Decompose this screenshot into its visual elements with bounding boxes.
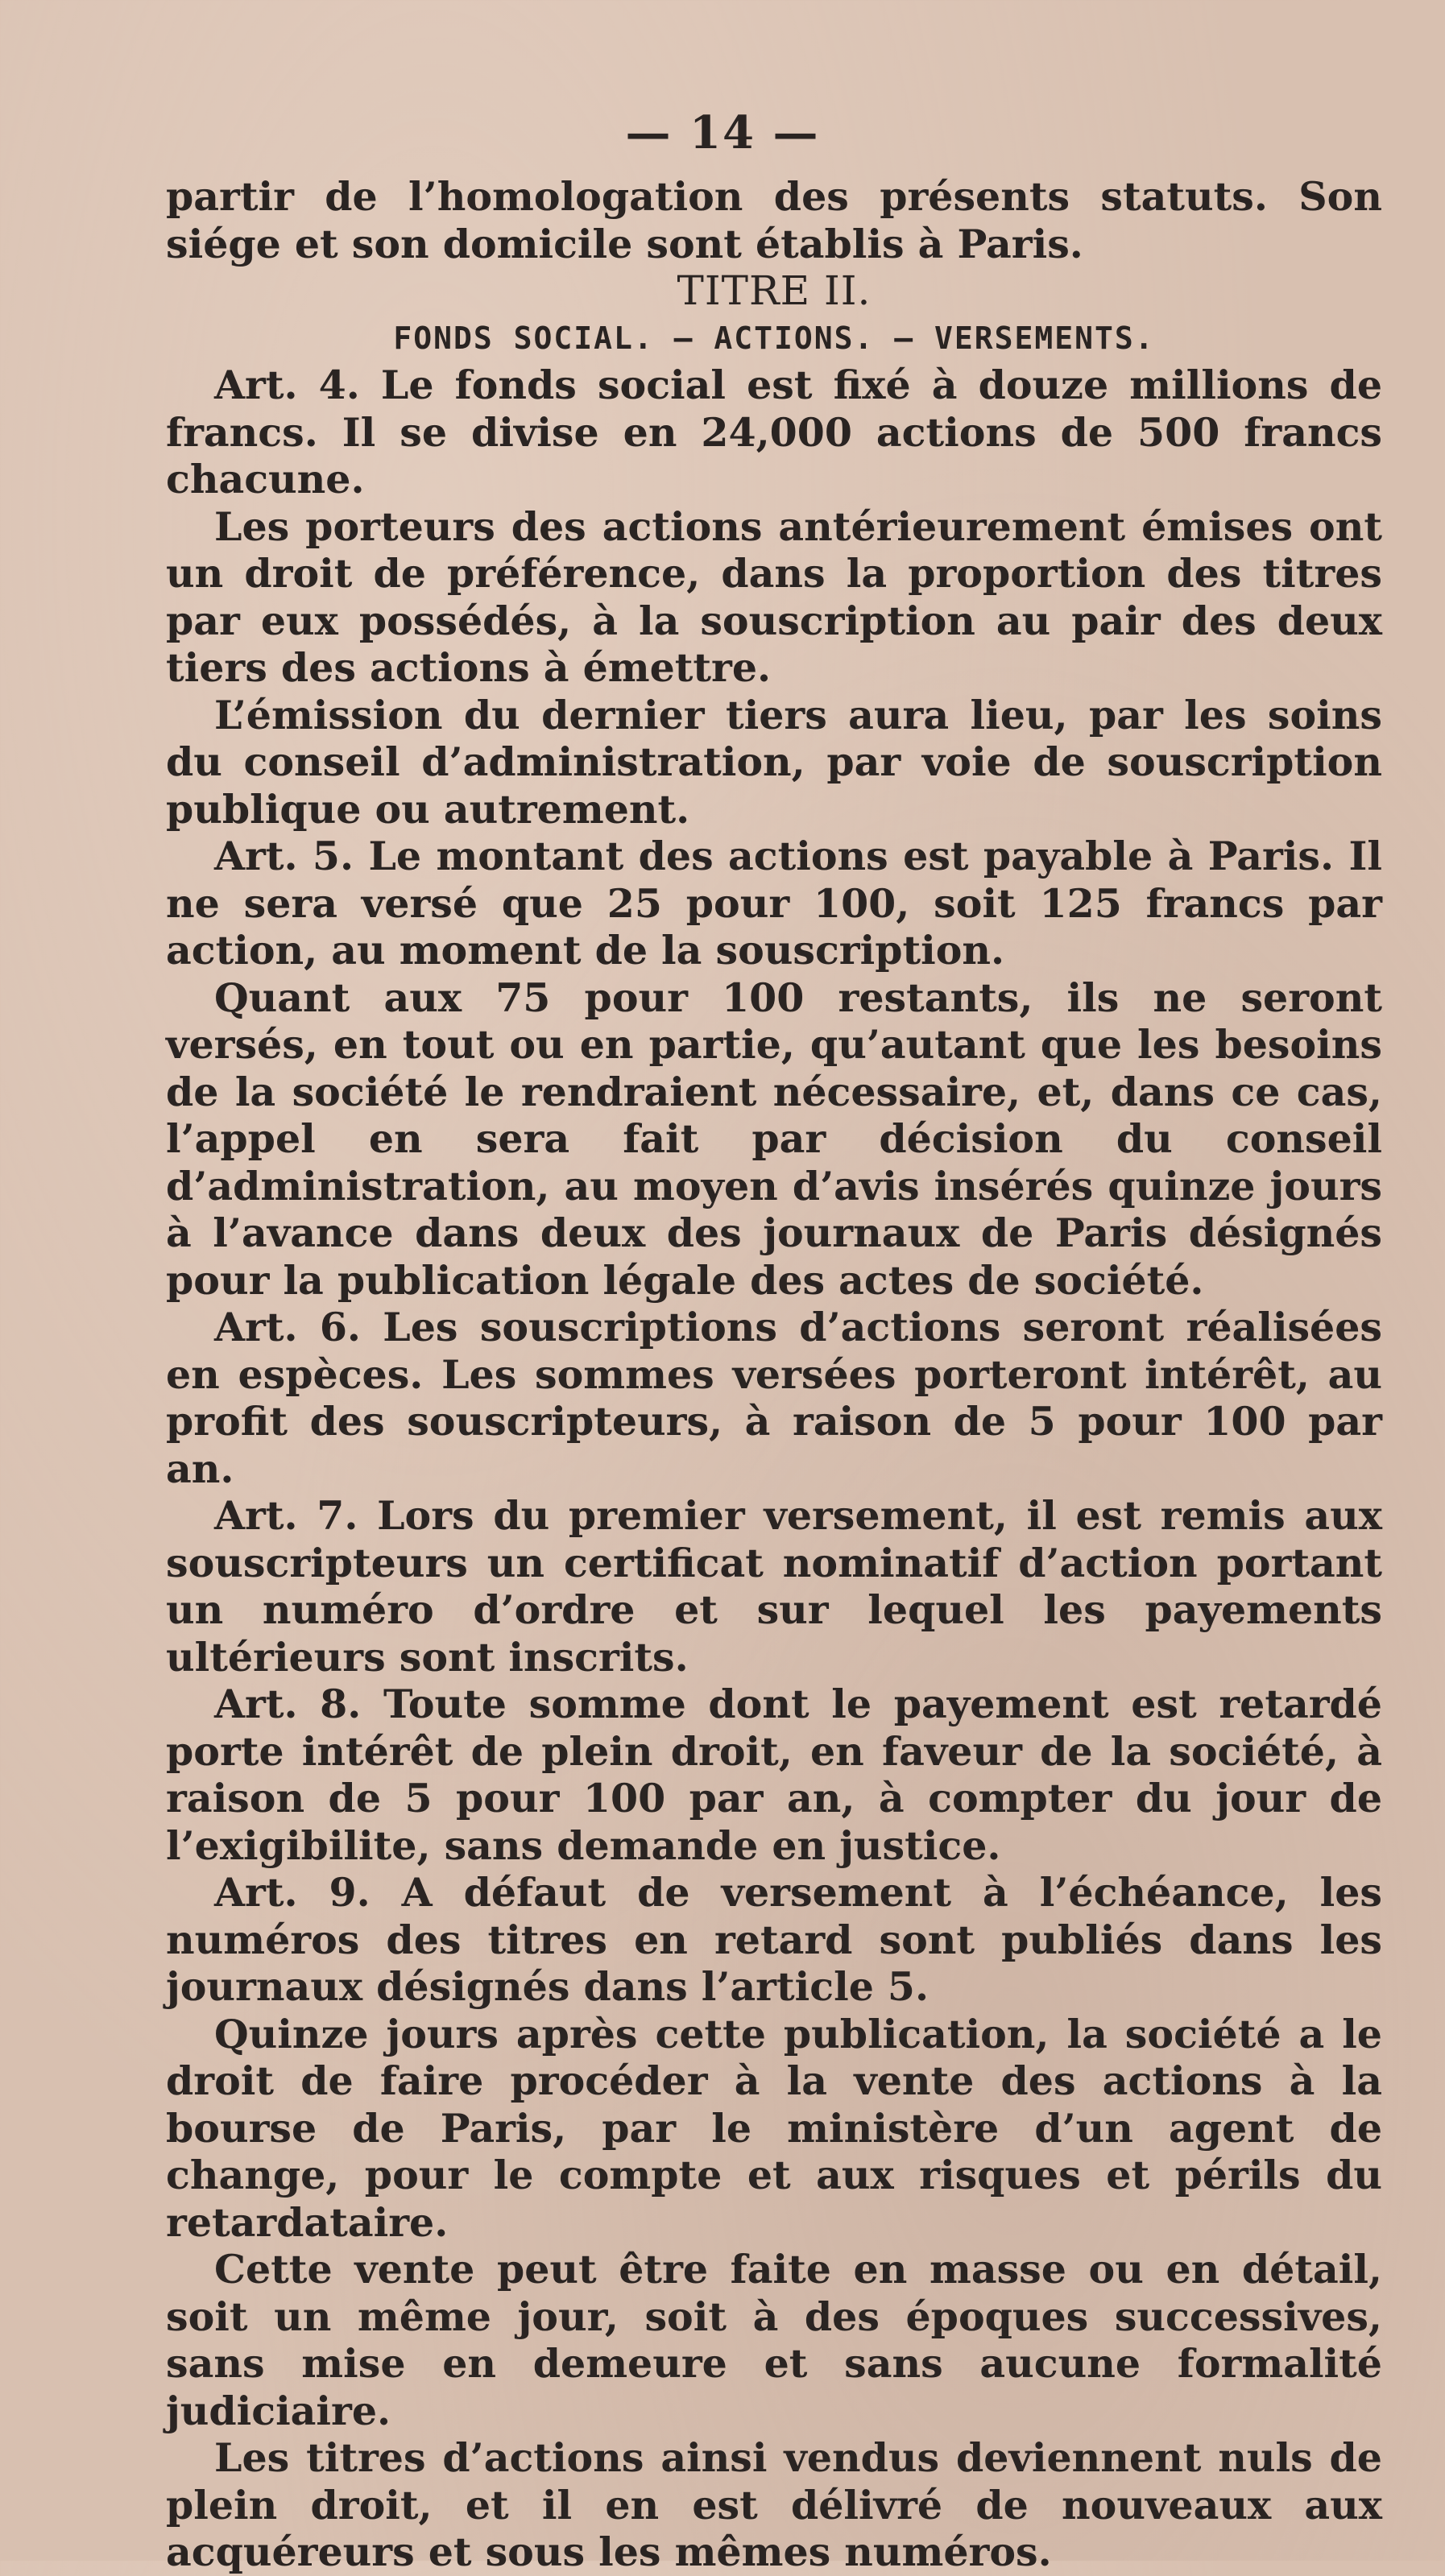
article-8-paragraph: Art. 8. Toute somme dont le payement est retardé porte intérêt de plein droit, en faveur de la société, à raison de 5 pour 100 par an, à compter du jour de l’exigibilite, sans demande en justice. (166, 1681, 1382, 1869)
emission-paragraph: L’émission du dernier tiers aura lieu, par les soins du conseil d’administration, par voie de souscription publique ou autrement. (166, 691, 1382, 833)
remaining-payment-paragraph: Quant aux 75 pour 100 restants, ils ne seront versés, en tout ou en partie, qu’autant que les besoins de la société le rendraient nécessaire, et, dans ce cas, l’appel en sera fait par décision du conseil d’administration, au moyen d’avis insérés quinze jours à l’avance dans deux des journaux de Paris désignés pour la publication légale des actes de société. (166, 974, 1382, 1304)
article-7-paragraph: Art. 7. Lors du premier versement, il est remis aux souscripteurs un certificat nominatif d’action portant un numéro d’ordre et sur lequel les payements ultérieurs sont inscrits. (166, 1492, 1382, 1681)
intro-paragraph: partir de l’homologation des présents statuts. Son siége et son domicile sont établis à Paris. (166, 173, 1382, 267)
sale-paragraph: Cette vente peut être faite en masse ou en détail, soit un même jour, soit à des époques successives, sans mise en demeure et sans aucune formalité judiciaire. (166, 2246, 1382, 2434)
article-5-paragraph: Art. 5. Le montant des actions est payable à Paris. Il ne sera versé que 25 pour 100, soit 125 francs par action, au moment de la souscription. (166, 833, 1382, 974)
titles-void-paragraph: Les titres d’actions ainsi vendus deviennent nuls de plein droit, et il en est délivré de nouveaux aux acquéreurs et sous les mêmes numéros. (166, 2434, 1382, 2575)
publication-paragraph: Quinze jours après cette publication, la société a le droit de faire procéder à la vente des actions à la bourse de Paris, par le ministère d’un agent de change, pour le compte et aux risques et périls du retardataire. (166, 2010, 1382, 2246)
section-subtitle: FONDS SOCIAL. — ACTIONS. — VERSEMENTS. (393, 320, 1155, 356)
article-4-paragraph: Art. 4. Le fonds social est fixé à douze millions de francs. Il se divise en 24,000 actions de 500 francs chacune. (166, 362, 1382, 502)
preference-paragraph: Les porteurs des actions antérieurement émises ont un droit de préférence, dans la proportion des titres par eux possédés, à la souscription au pair des deux tiers des actions à émettre. (166, 502, 1382, 691)
page-number: — 14 — (625, 106, 820, 159)
article-6-paragraph: Art. 6. Les souscriptions d’actions seront réalisées en espèces. Les sommes versées porteront intérêt, au profit des souscripteurs, à raison de 5 pour 100 par an. (166, 1304, 1382, 1492)
document-body (166, 173, 1382, 2576)
section-title: TITRE II. (677, 267, 872, 314)
article-9-paragraph: Art. 9. A défaut de versement à l’échéance, les numéros des titres en retard sont publiés dans les journaux désignés dans l’article 5. (166, 1869, 1382, 2010)
